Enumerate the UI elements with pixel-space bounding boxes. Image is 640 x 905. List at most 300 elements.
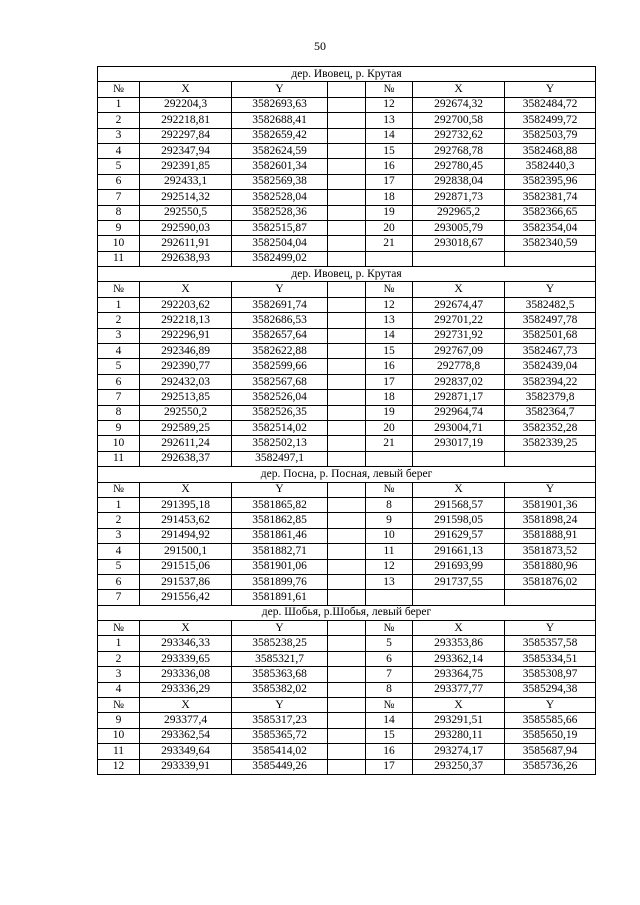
table-cell: 3582693,63 [232, 97, 328, 112]
table-cell: 2 [98, 113, 140, 128]
table-cell: 10 [98, 236, 140, 251]
table-row [98, 713, 596, 728]
table-cell: 4 [98, 682, 140, 697]
table-cell: 7 [366, 667, 413, 682]
table-cell: 3585449,26 [232, 759, 328, 774]
block-title: дер. Шобья, р.Шобья, левый берег [98, 605, 596, 620]
table-cell: 293377,4 [140, 713, 232, 728]
table-cell: 2 [98, 513, 140, 528]
header-row [98, 282, 596, 297]
table-cell: 3582379,8 [505, 390, 596, 405]
table-cell: 292550,5 [140, 205, 232, 220]
table-cell [328, 559, 366, 574]
table-cell [413, 451, 505, 466]
table-cell: 2 [98, 313, 140, 328]
table-cell: 9 [366, 513, 413, 528]
header-cell: № [98, 82, 140, 97]
header-cell: № [366, 698, 413, 713]
table-row [98, 405, 596, 420]
table-cell: 3581876,02 [505, 574, 596, 589]
table-cell: 292590,03 [140, 220, 232, 235]
table-cell: 13 [366, 574, 413, 589]
table-cell: 292965,2 [413, 205, 505, 220]
block-title-row [98, 605, 596, 620]
header-cell: X [413, 482, 505, 497]
table-cell: 3 [98, 328, 140, 343]
table-cell: 13 [366, 113, 413, 128]
table-cell: 292346,89 [140, 344, 232, 359]
table-cell: 3582497,1 [232, 451, 328, 466]
table-cell: 3581861,46 [232, 528, 328, 543]
table-cell: 3582601,34 [232, 159, 328, 174]
table-cell: 3581891,61 [232, 590, 328, 605]
table-cell: 292674,47 [413, 297, 505, 312]
table-cell: 293280,11 [413, 728, 505, 743]
table-cell: 20 [366, 420, 413, 435]
table-cell: 292390,77 [140, 359, 232, 374]
table-cell: 3582657,64 [232, 328, 328, 343]
table-cell: 292638,93 [140, 251, 232, 266]
table-cell: 292432,03 [140, 374, 232, 389]
table-cell: 292778,8 [413, 359, 505, 374]
table-cell [328, 451, 366, 466]
coordinates-table [97, 66, 596, 775]
table-row [98, 497, 596, 512]
table-cell: 1 [98, 636, 140, 651]
table-cell: 3581880,96 [505, 559, 596, 574]
table-cell: 293346,33 [140, 636, 232, 651]
table-row [98, 236, 596, 251]
table-cell: 7 [98, 390, 140, 405]
table-cell [328, 497, 366, 512]
table-cell: 3585321,7 [232, 651, 328, 666]
table-cell: 293339,91 [140, 759, 232, 774]
table-cell: 3582622,88 [232, 344, 328, 359]
table-cell: 3585357,58 [505, 636, 596, 651]
block-title: дер. Ивовец, р. Крутая [98, 267, 596, 282]
table-cell: 3585294,38 [505, 682, 596, 697]
table-cell: 293018,67 [413, 236, 505, 251]
table-cell: 3 [98, 128, 140, 143]
table-cell: 3582526,04 [232, 390, 328, 405]
table-cell: 6 [98, 374, 140, 389]
table-row [98, 205, 596, 220]
header-cell: X [140, 698, 232, 713]
header-cell: Y [232, 82, 328, 97]
table-cell [328, 128, 366, 143]
table-cell [328, 359, 366, 374]
table-cell [328, 405, 366, 420]
table-cell: 11 [98, 451, 140, 466]
table-cell: 3585382,02 [232, 682, 328, 697]
table-cell: 3582366,65 [505, 205, 596, 220]
table-cell [328, 313, 366, 328]
table-cell: 12 [366, 297, 413, 312]
table-cell: 10 [366, 528, 413, 543]
table-cell: 293353,86 [413, 636, 505, 651]
table-cell: 292347,94 [140, 143, 232, 158]
table-cell: 292513,85 [140, 390, 232, 405]
table-cell [328, 759, 366, 774]
table-cell: 3582484,72 [505, 97, 596, 112]
table-cell: 3582502,13 [232, 436, 328, 451]
header-row [98, 698, 596, 713]
table-cell: 9 [98, 713, 140, 728]
table-cell: 4 [98, 344, 140, 359]
table-cell: 1 [98, 97, 140, 112]
table-cell: 292674,32 [413, 97, 505, 112]
table-row [98, 544, 596, 559]
header-row [98, 82, 596, 97]
table-cell: 1 [98, 297, 140, 312]
table-cell [328, 574, 366, 589]
table-row [98, 297, 596, 312]
table-cell: 4 [98, 143, 140, 158]
table-cell [328, 174, 366, 189]
table-cell: 3582364,7 [505, 405, 596, 420]
table-row [98, 651, 596, 666]
table-row [98, 744, 596, 759]
table-row [98, 328, 596, 343]
table-row [98, 359, 596, 374]
table-cell [328, 344, 366, 359]
table-row [98, 143, 596, 158]
table-cell: 3582691,74 [232, 297, 328, 312]
table-cell: 3585687,94 [505, 744, 596, 759]
table-row [98, 97, 596, 112]
table-cell: 291395,18 [140, 497, 232, 512]
table-cell: 3582468,88 [505, 143, 596, 158]
table-row [98, 436, 596, 451]
table-cell: 3582354,04 [505, 220, 596, 235]
table-cell: 9 [98, 420, 140, 435]
table-cell: 3585363,68 [232, 667, 328, 682]
table-cell: 293336,29 [140, 682, 232, 697]
table-cell: 21 [366, 236, 413, 251]
table-cell: 3582381,74 [505, 190, 596, 205]
header-cell: X [140, 282, 232, 297]
table-cell: 3581862,85 [232, 513, 328, 528]
table-cell: 3581888,91 [505, 528, 596, 543]
table-cell: 3581898,24 [505, 513, 596, 528]
table-cell: 291568,57 [413, 497, 505, 512]
table-cell [328, 236, 366, 251]
table-cell: 19 [366, 205, 413, 220]
table-cell: 5 [98, 359, 140, 374]
header-cell: № [98, 282, 140, 297]
table-cell: 293377,77 [413, 682, 505, 697]
header-cell: X [413, 82, 505, 97]
header-row [98, 482, 596, 497]
table-cell [328, 374, 366, 389]
table-cell: 17 [366, 374, 413, 389]
table-cell: 3582339,25 [505, 436, 596, 451]
header-cell: № [366, 282, 413, 297]
table-cell: 292871,17 [413, 390, 505, 405]
table-cell: 292514,32 [140, 190, 232, 205]
table-cell: 3582528,36 [232, 205, 328, 220]
table-cell: 3585238,25 [232, 636, 328, 651]
header-cell: № [366, 482, 413, 497]
table-cell [328, 513, 366, 528]
table-cell: 11 [98, 251, 140, 266]
table-cell: 292732,62 [413, 128, 505, 143]
table-cell: 3582395,96 [505, 174, 596, 189]
table-cell: 3582567,68 [232, 374, 328, 389]
table-cell [328, 744, 366, 759]
table-cell: 3582526,35 [232, 405, 328, 420]
table-cell: 3585414,02 [232, 744, 328, 759]
table-cell [328, 205, 366, 220]
header-cell: X [140, 621, 232, 636]
header-cell [328, 282, 366, 297]
table-cell: 15 [366, 143, 413, 158]
table-cell: 3585736,26 [505, 759, 596, 774]
table-cell [328, 143, 366, 158]
table-cell: 292838,04 [413, 174, 505, 189]
table-cell [505, 451, 596, 466]
table-cell: 3582482,5 [505, 297, 596, 312]
table-cell: 3582503,79 [505, 128, 596, 143]
table-cell [366, 451, 413, 466]
table-cell: 291556,42 [140, 590, 232, 605]
header-cell: X [413, 282, 505, 297]
table-cell [328, 328, 366, 343]
table-cell: 292218,81 [140, 113, 232, 128]
table-cell: 3582467,73 [505, 344, 596, 359]
table-cell: 3582439,04 [505, 359, 596, 374]
table-cell: 3581901,06 [232, 559, 328, 574]
table-row [98, 251, 596, 266]
table-cell: 18 [366, 390, 413, 405]
table-cell: 293336,08 [140, 667, 232, 682]
table-cell: 3581901,36 [505, 497, 596, 512]
table-cell: 292297,84 [140, 128, 232, 143]
table-cell: 293349,64 [140, 744, 232, 759]
table-cell: 8 [366, 497, 413, 512]
table-cell [328, 436, 366, 451]
table-cell: 291494,92 [140, 528, 232, 543]
header-cell: X [413, 621, 505, 636]
table-cell: 18 [366, 190, 413, 205]
table-cell [328, 297, 366, 312]
table-row [98, 390, 596, 405]
table-cell: 292768,78 [413, 143, 505, 158]
block-title-row [98, 467, 596, 482]
header-cell: № [366, 621, 413, 636]
table-cell [328, 190, 366, 205]
table-cell: 293339,65 [140, 651, 232, 666]
table-cell [328, 651, 366, 666]
header-cell: Y [232, 282, 328, 297]
table-cell: 3582528,04 [232, 190, 328, 205]
table-cell: 3582599,66 [232, 359, 328, 374]
table-cell [328, 590, 366, 605]
table-cell: 5 [366, 636, 413, 651]
table-cell: 293250,37 [413, 759, 505, 774]
table-row [98, 113, 596, 128]
header-row [98, 621, 596, 636]
table-row [98, 159, 596, 174]
table-cell: 3582514,02 [232, 420, 328, 435]
table-cell: 4 [98, 544, 140, 559]
table-cell: 7 [98, 590, 140, 605]
table-cell: 291500,1 [140, 544, 232, 559]
table-cell: 291737,55 [413, 574, 505, 589]
table-cell: 293004,71 [413, 420, 505, 435]
table-cell [328, 251, 366, 266]
table-cell: 16 [366, 359, 413, 374]
table-cell [328, 544, 366, 559]
table-cell: 2 [98, 651, 140, 666]
table-cell: 3 [98, 667, 140, 682]
table-cell: 6 [98, 174, 140, 189]
header-cell: Y [505, 698, 596, 713]
table-cell: 9 [98, 220, 140, 235]
table-cell: 8 [98, 405, 140, 420]
header-cell: Y [505, 82, 596, 97]
table-cell: 17 [366, 174, 413, 189]
table-cell [328, 636, 366, 651]
table-cell [328, 713, 366, 728]
table-cell: 292589,25 [140, 420, 232, 435]
table-cell: 14 [366, 328, 413, 343]
header-cell: X [140, 82, 232, 97]
table-cell [328, 528, 366, 543]
header-cell [328, 82, 366, 97]
header-cell: X [140, 482, 232, 497]
block-title: дер. Посна, р. Посная, левый берег [98, 467, 596, 482]
table-cell: 3585585,66 [505, 713, 596, 728]
table-row [98, 220, 596, 235]
table-row [98, 636, 596, 651]
table-cell: 293274,17 [413, 744, 505, 759]
table-cell: 8 [366, 682, 413, 697]
table-cell: 19 [366, 405, 413, 420]
header-cell: Y [505, 621, 596, 636]
table-cell [366, 590, 413, 605]
table-cell: 1 [98, 497, 140, 512]
table-cell: 3582501,68 [505, 328, 596, 343]
table-cell: 16 [366, 744, 413, 759]
table-cell: 292204,3 [140, 97, 232, 112]
table-cell: 8 [98, 205, 140, 220]
table-row [98, 728, 596, 743]
table-cell: 292550,2 [140, 405, 232, 420]
table-cell: 293364,75 [413, 667, 505, 682]
table-cell [328, 390, 366, 405]
table-cell: 293362,14 [413, 651, 505, 666]
table-cell: 3585650,19 [505, 728, 596, 743]
table-cell: 3585334,51 [505, 651, 596, 666]
table-cell: 292391,85 [140, 159, 232, 174]
table-row [98, 559, 596, 574]
table-cell: 292611,91 [140, 236, 232, 251]
table-cell: 14 [366, 713, 413, 728]
header-cell: № [98, 621, 140, 636]
table-cell: 292837,02 [413, 374, 505, 389]
table-cell [328, 682, 366, 697]
table-row [98, 759, 596, 774]
table-cell [413, 251, 505, 266]
table-cell: 3582499,02 [232, 251, 328, 266]
table-cell: 3582504,04 [232, 236, 328, 251]
table-cell: 3582686,53 [232, 313, 328, 328]
table-cell: 292218,13 [140, 313, 232, 328]
table-cell: 3585365,72 [232, 728, 328, 743]
header-cell: Y [505, 282, 596, 297]
table-cell: 11 [366, 544, 413, 559]
table-row [98, 420, 596, 435]
table-row [98, 128, 596, 143]
table-row [98, 451, 596, 466]
table-cell: 6 [366, 651, 413, 666]
table-cell: 3 [98, 528, 140, 543]
table-cell: 292296,91 [140, 328, 232, 343]
table-cell: 3582688,41 [232, 113, 328, 128]
table-cell [328, 159, 366, 174]
table-cell: 6 [98, 574, 140, 589]
table-cell: 3582515,87 [232, 220, 328, 235]
table-row [98, 190, 596, 205]
table-cell: 3581882,71 [232, 544, 328, 559]
block-title-row [98, 267, 596, 282]
table-cell: 292701,22 [413, 313, 505, 328]
table-cell: 12 [366, 559, 413, 574]
table-cell: 3582497,78 [505, 313, 596, 328]
table-cell: 17 [366, 759, 413, 774]
table-cell: 292767,09 [413, 344, 505, 359]
table-row [98, 344, 596, 359]
table-row [98, 574, 596, 589]
header-cell: Y [232, 482, 328, 497]
table-cell: 293005,79 [413, 220, 505, 235]
table-cell: 3582659,42 [232, 128, 328, 143]
header-cell: X [413, 698, 505, 713]
table-cell: 7 [98, 190, 140, 205]
table-cell: 12 [98, 759, 140, 774]
table-cell [366, 251, 413, 266]
table-cell: 12 [366, 97, 413, 112]
table-cell: 3585317,23 [232, 713, 328, 728]
table-cell: 3582499,72 [505, 113, 596, 128]
table-row [98, 682, 596, 697]
table-cell: 292700,58 [413, 113, 505, 128]
table-cell: 291537,86 [140, 574, 232, 589]
header-cell: Y [505, 482, 596, 497]
table-cell [328, 113, 366, 128]
table-cell: 291598,05 [413, 513, 505, 528]
table-cell: 10 [98, 728, 140, 743]
table-cell: 21 [366, 436, 413, 451]
table-cell: 291629,57 [413, 528, 505, 543]
table-row [98, 374, 596, 389]
table-cell: 3582352,28 [505, 420, 596, 435]
table-row [98, 667, 596, 682]
table-cell: 291515,06 [140, 559, 232, 574]
table-cell: 292964,74 [413, 405, 505, 420]
header-cell: № [366, 82, 413, 97]
table-cell [328, 728, 366, 743]
table-cell: 292611,24 [140, 436, 232, 451]
table-cell: 293362,54 [140, 728, 232, 743]
table-row [98, 313, 596, 328]
table-cell: 15 [366, 344, 413, 359]
table-cell: 20 [366, 220, 413, 235]
table-cell: 16 [366, 159, 413, 174]
header-cell: № [98, 698, 140, 713]
table-cell: 292731,92 [413, 328, 505, 343]
